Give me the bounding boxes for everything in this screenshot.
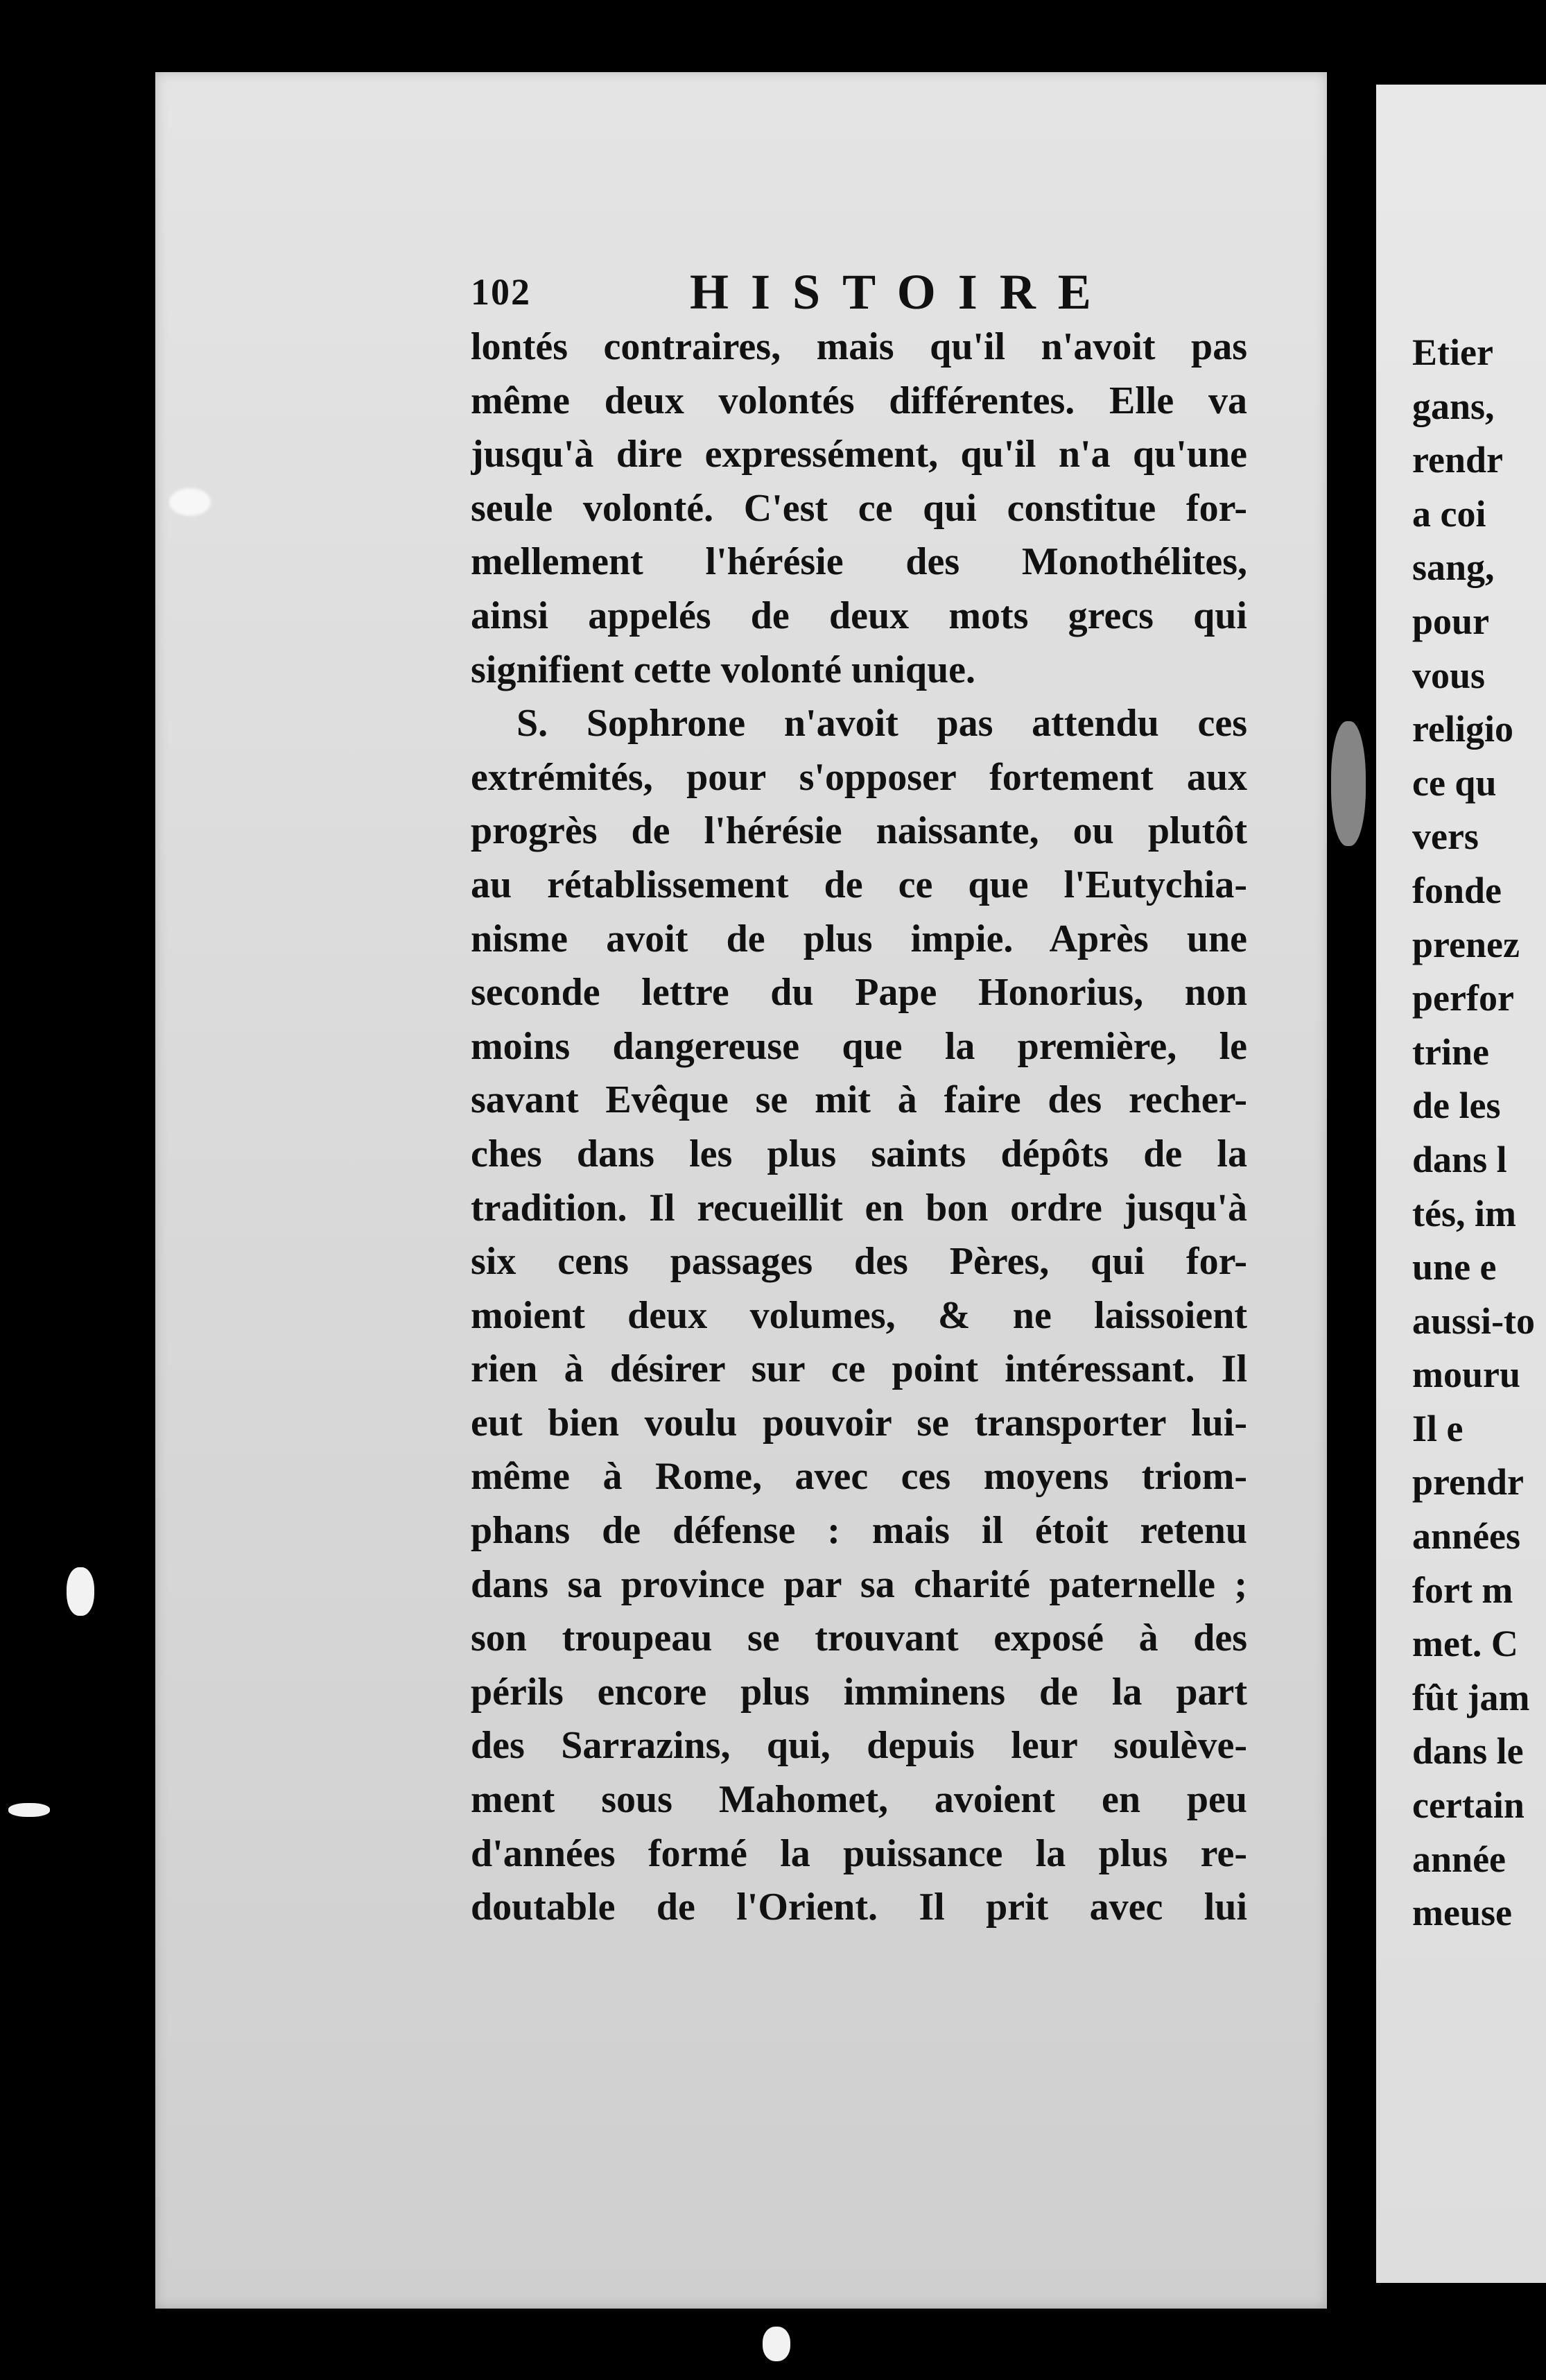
text-line: nisme avoit de plus impie. Après une	[471, 917, 1247, 960]
text-line: ches dans les plus saints dépôts de la	[471, 1132, 1247, 1175]
fragment-line: pour	[1412, 600, 1490, 642]
fragment-line: sang,	[1412, 546, 1495, 589]
text-line: au rétablissement de ce que l'Eutychia-	[471, 863, 1247, 906]
fragment-line: tés, im	[1412, 1192, 1516, 1234]
text-line: extrémités, pour s'opposer fortement aux	[471, 755, 1247, 799]
body-text	[471, 320, 1448, 1935]
right-page-text	[1376, 326, 1546, 1940]
text-line: même deux volontés différentes. Elle va	[471, 379, 1247, 422]
text-line: jusqu'à dire expressément, qu'il n'a qu'une	[471, 433, 1247, 476]
text-line: même à Rome, avec ces moyens triom-	[471, 1455, 1247, 1499]
fragment-line: fût jam	[1412, 1676, 1530, 1718]
fragment-line: gans,	[1412, 385, 1495, 427]
text-line: seconde lettre du Pape Honorius, non	[471, 971, 1247, 1015]
fragment-line: années	[1412, 1515, 1521, 1558]
text-line: doutable de l'Orient. Il prit avec lui	[471, 1886, 1247, 1929]
text-line: tradition. Il recueillit en bon ordre jusqu'à	[471, 1186, 1247, 1230]
scan-debris	[763, 2327, 790, 2361]
fragment-line: aussi-to	[1412, 1300, 1536, 1342]
fragment-line: mouru	[1412, 1354, 1521, 1396]
fragment-line: rendr	[1412, 439, 1503, 481]
text-line: ment sous Mahomet, avoient en peu	[471, 1778, 1247, 1822]
scan-debris	[1331, 721, 1366, 846]
text-line: S. Sophrone n'avoit pas attendu ces	[516, 702, 1247, 745]
fragment-line: a coi	[1412, 492, 1486, 535]
text-line: moient deux volumes, & ne laissoient	[471, 1293, 1247, 1337]
text-line: périls encore plus imminens de la part	[471, 1670, 1247, 1714]
fragment-line: fonde	[1412, 869, 1502, 911]
fragment-line: fort m	[1412, 1569, 1513, 1611]
fragment-line: certain	[1412, 1784, 1525, 1827]
text-line: des Sarrazins, qui, depuis leur soulève-	[471, 1724, 1247, 1768]
scan-debris	[8, 1803, 50, 1817]
fragment-line: trine	[1412, 1031, 1489, 1073]
text-line: seule volonté. C'est ce qui constitue for-	[471, 486, 1247, 530]
text-line: son troupeau se trouvant exposé à des	[471, 1616, 1247, 1660]
fragment-line: vous	[1412, 654, 1486, 696]
fragment-line: année	[1412, 1838, 1506, 1880]
text-line: lontés contraires, mais qu'il n'avoit pas	[471, 325, 1247, 368]
fragment-line: prendr	[1412, 1461, 1525, 1503]
fragment-line: religio	[1412, 708, 1513, 750]
fragment-line: prenez	[1412, 923, 1520, 965]
text-line: signifient cette volonté unique.	[471, 648, 975, 691]
text-line: savant Evêque se mit à faire des recher-	[471, 1078, 1247, 1122]
fragment-line: dans l	[1412, 1138, 1507, 1180]
fragment-line: vers	[1412, 816, 1479, 858]
paper-stain	[169, 488, 211, 516]
text-line: dans sa province par sa charité paternelle ;	[471, 1562, 1247, 1606]
text-line: ainsi appelés de deux mots grecs qui	[471, 594, 1247, 637]
text-line: mellement l'hérésie des Monothélites,	[471, 540, 1247, 584]
text-line: six cens passages des Pères, qui for-	[471, 1240, 1247, 1284]
fragment-line: Il e	[1412, 1407, 1464, 1449]
fragment-line: de les	[1412, 1085, 1501, 1127]
fragment-line: une e	[1412, 1246, 1497, 1288]
fragment-line: meuse	[1412, 1892, 1512, 1934]
page-number: 102	[471, 271, 531, 313]
text-line: progrès de l'hérésie naissante, ou plutôt	[471, 809, 1247, 853]
text-line: d'années formé la puissance la plus re-	[471, 1831, 1247, 1875]
fragment-line: met. C	[1412, 1623, 1518, 1665]
text-line: rien à désirer sur ce point intéressant. Il	[471, 1347, 1247, 1391]
text-line: phans de défense : mais il étoit retenu	[471, 1509, 1247, 1553]
text-line: eut bien voulu pouvoir se transporter lui-	[471, 1401, 1247, 1445]
fragment-line: perfor	[1412, 977, 1514, 1019]
left-page	[155, 72, 1327, 2309]
fragment-line: Etier	[1412, 331, 1493, 373]
text-line: moins dangereuse que la première, le	[471, 1024, 1247, 1068]
fragment-line: ce qu	[1412, 761, 1497, 804]
fragment-line: dans le	[1412, 1730, 1524, 1773]
scan-debris	[67, 1567, 94, 1616]
running-title: HISTOIRE	[690, 264, 1113, 320]
right-page-fragment	[1376, 85, 1546, 2283]
